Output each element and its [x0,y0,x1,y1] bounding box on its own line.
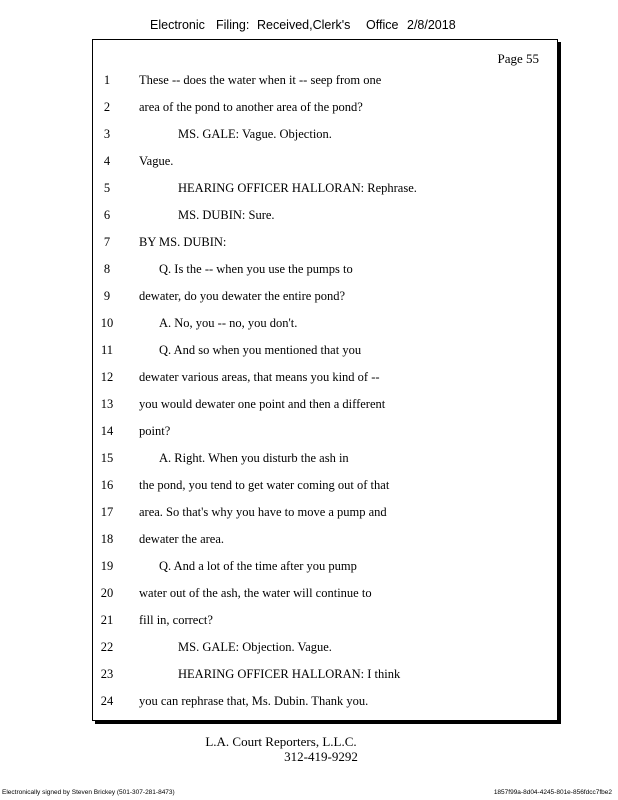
line-number: 24 [100,694,114,708]
line-number: 20 [100,586,114,600]
line-text: HEARING OFFICER HALLORAN: Rephrase. [178,181,417,195]
line-text: A. No, you -- no, you don't. [159,316,298,330]
transcript-line [93,289,533,309]
transcript-line [93,181,533,201]
transcript-line [93,532,533,552]
line-text: dewater, do you dewater the entire pond? [139,289,346,303]
line-text: point? [139,424,171,438]
line-text: These -- does the water when it -- seep from one [139,73,382,87]
transcript-line [93,235,533,255]
line-number: 17 [100,505,114,519]
page-number: Page 55 [497,51,539,66]
line-number: 21 [100,613,114,627]
line-number: 15 [100,451,114,465]
filing-header-word-office: Office [366,18,399,32]
filing-header [0,18,618,38]
line-number: 4 [103,154,111,168]
transcript-line [93,559,533,579]
line-text: Vague. [139,154,174,168]
line-text: HEARING OFFICER HALLORAN: I think [178,667,401,681]
line-number: 14 [100,424,114,438]
line-text: area of the pond to another area of the pond? [139,100,363,114]
line-number: 9 [103,289,111,303]
line-number: 5 [103,181,111,195]
transcript-line [93,208,533,228]
line-text: dewater the area. [139,532,225,546]
line-text: area. So that's why you have to move a pump and [139,505,387,519]
line-number: 11 [100,343,114,357]
line-text: water out of the ash, the water will continue to [139,586,372,600]
line-text: Q. Is the -- when you use the pumps to [159,262,353,276]
line-text: the pond, you tend to get water coming out of that [139,478,390,492]
transcript-line [93,370,533,390]
line-text: fill in, correct? [139,613,213,627]
transcript-line [93,505,533,525]
line-text: BY MS. DUBIN: [139,235,227,249]
line-text: you can rephrase that, Ms. Dubin. Thank you. [139,694,369,708]
line-text: MS. DUBIN: Sure. [178,208,275,222]
line-number: 3 [103,127,111,141]
line-text: A. Right. When you disturb the ash in [159,451,349,465]
line-number: 1 [103,73,111,87]
line-number: 19 [100,559,114,573]
line-number: 18 [100,532,114,546]
line-number: 16 [100,478,114,492]
transcript-line [93,343,533,363]
line-number: 23 [100,667,114,681]
filing-header-word-filing: Filing: [216,18,250,32]
transcript-line [93,694,533,714]
transcript-line [93,100,533,120]
line-number: 6 [103,208,111,222]
line-text: dewater various areas, that means you kind of -- [139,370,380,384]
line-number: 13 [100,397,114,411]
transcript-line [93,127,533,147]
transcript-line [93,586,533,606]
transcript-line [93,451,533,471]
line-number: 12 [100,370,114,384]
filing-header-word-received: Received,Clerk's [257,18,351,32]
line-text: Q. And a lot of the time after you pump [159,559,357,573]
line-text: MS. GALE: Vague. Objection. [178,127,332,141]
transcript-line [93,613,533,633]
filing-header-word-date: 2/8/2018 [407,18,456,32]
footer-phone: 312-419-9292 [284,749,358,764]
filing-header-word-electronic: Electronic [150,18,205,32]
transcript-line [93,424,533,444]
transcript-line [93,73,533,93]
transcript-line [93,667,533,687]
line-number: 22 [100,640,114,654]
transcript-line [93,640,533,660]
line-number: 7 [103,235,111,249]
transcript-line [93,478,533,498]
line-text: you would dewater one point and then a different [139,397,386,411]
line-number: 2 [103,100,111,114]
transcript-line [93,397,533,417]
line-text: MS. GALE: Objection. Vague. [178,640,332,654]
transcript-line [93,154,533,174]
line-number: 10 [100,316,114,330]
transcript-line [93,316,533,336]
line-text: Q. And so when you mentioned that you [159,343,362,357]
transcript-line [93,262,533,282]
signature-right: 1857f99a-8d04-4245-801e-856fdcc7fbe2 [493,789,612,796]
transcript-page [92,39,558,721]
line-number: 8 [103,262,111,276]
footer-company: L.A. Court Reporters, L.L.C. [205,734,357,749]
signature-left: Electronically signed by Steven Brickey (501-307-281-8473) [2,789,175,796]
